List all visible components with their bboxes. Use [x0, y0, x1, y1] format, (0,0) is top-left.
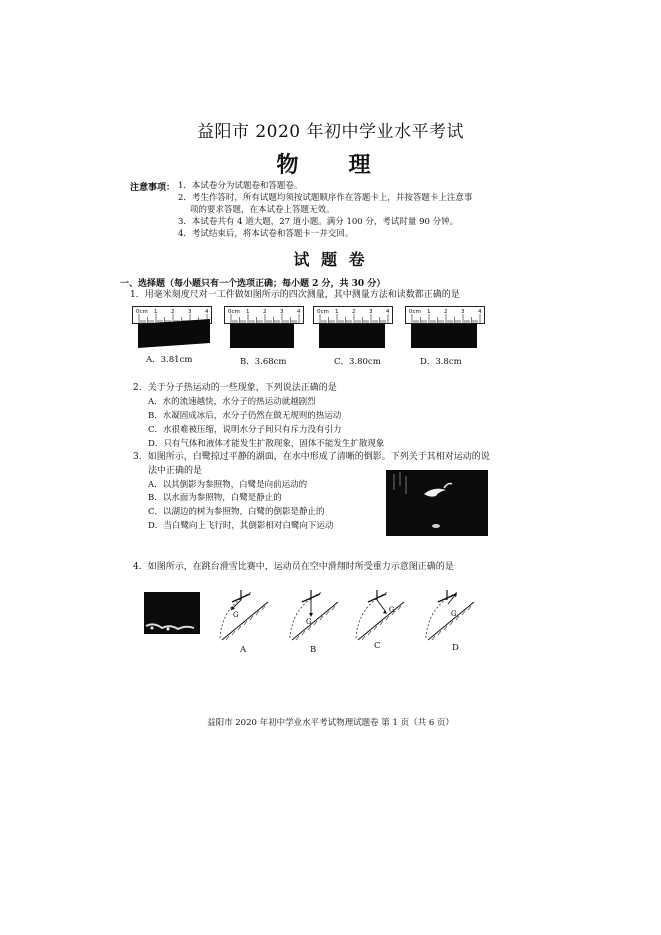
svg-text:3: 3: [369, 309, 373, 315]
q4-diagram-a: [212, 586, 274, 642]
notice-item-1: 1．本试卷分为试题卷和答题卷。: [178, 181, 303, 191]
q4-option-c: C: [374, 641, 381, 651]
q4-option-a: A: [240, 645, 247, 655]
ruler-figure-a: [132, 306, 212, 352]
svg-text:3: 3: [280, 309, 284, 315]
section-title: 试 题 卷: [293, 250, 368, 269]
subject-title: 物 理: [276, 152, 385, 178]
q3-option-a: A．以其倒影为参照物，白鹭是向前运动的: [148, 480, 308, 490]
svg-text:1: 1: [154, 309, 158, 315]
q3-option-b: B．以水面为参照物，白鹭是静止的: [148, 493, 282, 503]
ruler-figure-c: [313, 306, 393, 352]
notice-item-3: 3．本试卷共有 4 道大题，27 道小题。满分 100 分，考试时量 90 分钟。: [178, 217, 459, 227]
q2-option-d: D．只有气体和液体才能发生扩散现象，固体不能发生扩散现象: [148, 439, 385, 449]
q3-stem-line1: 3．如图所示，白鹭掠过平静的湖面，在水中形成了清晰的倒影。下列关于其相对运动的说: [133, 452, 490, 462]
svg-text:4: 4: [205, 309, 209, 315]
svg-text:3: 3: [461, 309, 465, 315]
notice-item-4: 4．考试结束后，将本试卷和答题卡一并交回。: [178, 229, 354, 239]
ruler-figure-b: [224, 306, 304, 352]
force-label-c: G: [389, 606, 395, 614]
q1-option-c: C．3.80cm: [334, 357, 381, 367]
force-label-d: G: [451, 610, 457, 618]
svg-text:1: 1: [427, 309, 431, 315]
svg-text:0cm: 0cm: [228, 309, 240, 315]
force-label-b: G: [306, 618, 312, 626]
exam-title: 益阳市 2020 年初中学业水平考试: [196, 122, 465, 142]
egret-photo: [386, 470, 488, 536]
part-heading: 一、选择题（每小题只有一个选项正确；每小题 2 分，共 30 分）: [120, 279, 386, 289]
force-label-a: G: [233, 611, 239, 619]
svg-text:1: 1: [335, 309, 339, 315]
page-footer: 益阳市 2020 年初中学业水平考试物理试题卷 第 1 页（共 6 页）: [207, 718, 454, 728]
q1-stem: 1．用毫米刻度尺对一工件做如图所示的四次测量，其中测量方法和读数都正确的是: [130, 290, 460, 300]
q2-option-c: C．水很难被压缩，说明水分子间只有斥力没有引力: [148, 425, 342, 435]
q2-option-b: B．水凝固成冰后，水分子仍然在做无规则的热运动: [148, 411, 342, 421]
q3-option-d: D．当白鹭向上飞行时，其倒影相对白鹭向下运动: [148, 521, 334, 531]
egret-bird: [424, 489, 446, 497]
q1-option-b: B．3.68cm: [240, 357, 287, 367]
q4-option-b: B: [310, 645, 317, 655]
svg-text:2: 2: [352, 309, 356, 315]
svg-text:0cm: 0cm: [409, 309, 421, 315]
q4-diagram-c: [348, 586, 410, 642]
svg-text:4: 4: [297, 309, 301, 315]
q1-option-a: A．3.81cm: [146, 355, 193, 365]
svg-text:4: 4: [478, 309, 482, 315]
svg-text:3: 3: [188, 309, 192, 315]
q3-stem-line2: 法中正确的是: [148, 466, 203, 476]
workpiece-b: [230, 324, 294, 348]
q1-option-d: D．3.8cm: [420, 357, 462, 367]
q4-stem: 4．如图所示，在跳台滑雪比赛中，运动员在空中滑翔时所受重力示意图正确的是: [133, 562, 454, 572]
svg-text:4: 4: [386, 309, 390, 315]
svg-text:2: 2: [263, 309, 267, 315]
svg-text:1: 1: [246, 309, 250, 315]
ski-jump-photo: [144, 592, 200, 634]
workpiece-c: [319, 324, 385, 348]
notice-item-2: 2．考生作答时，所有试题均须按试题顺序作在答题卡上，并按答题卡上注意事: [178, 193, 473, 203]
q2-stem: 2．关于分子热运动的一些现象，下列说法正确的是: [133, 383, 337, 393]
q4-diagram-b: [282, 586, 344, 642]
ruler-figure-d: [405, 306, 485, 352]
notice-label: 注意事项：: [130, 183, 176, 193]
svg-text:0cm: 0cm: [317, 309, 329, 315]
q3-option-c: C．以湖边的树为参照物，白鹭的倒影是静止的: [148, 507, 325, 517]
egret-reflection: [432, 524, 440, 528]
q4-option-d: D: [452, 643, 459, 653]
ruler-unit-label: 0cm: [136, 309, 148, 315]
svg-text:2: 2: [444, 309, 448, 315]
notice-item-2-cont: 项的要求答题，在本试卷上答题无效。: [190, 205, 335, 215]
svg-text:2: 2: [171, 309, 175, 315]
workpiece-a: [138, 319, 210, 348]
q2-option-a: A．水的流速越快，水分子的热运动就越剧烈: [148, 397, 316, 407]
workpiece-d: [411, 324, 477, 348]
q4-diagram-d: [418, 586, 480, 642]
